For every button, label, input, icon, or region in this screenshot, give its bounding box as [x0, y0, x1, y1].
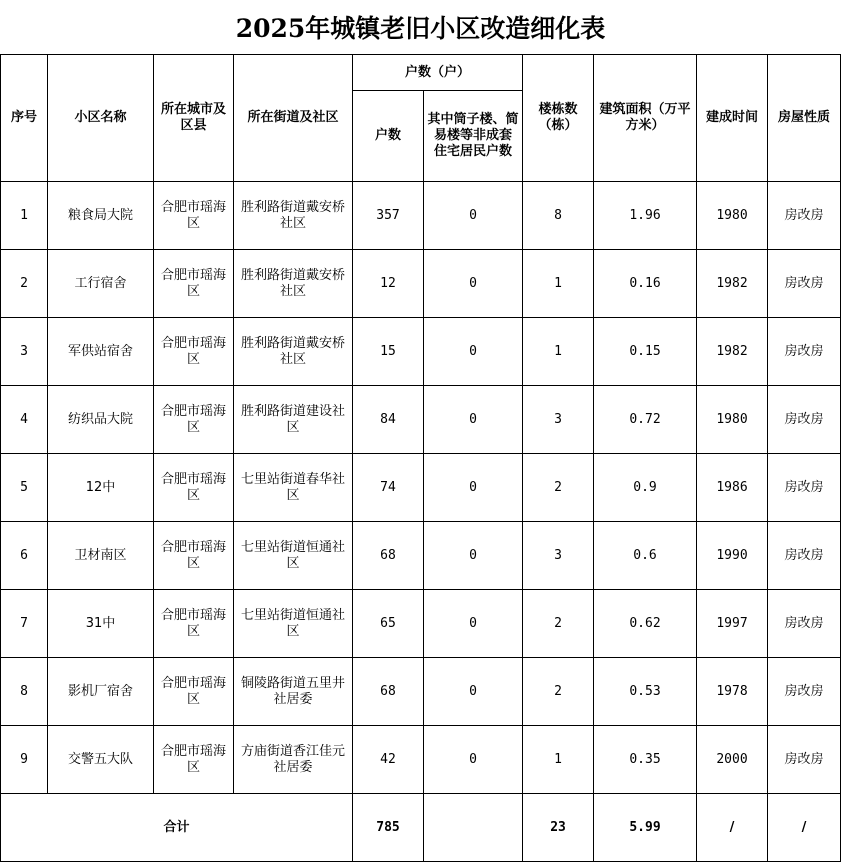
cell-name: 军供站宿舍	[48, 318, 154, 386]
cell-year: 1982	[697, 250, 768, 318]
renovation-table	[0, 54, 841, 862]
cell-year: 1997	[697, 590, 768, 658]
cell-year: 1978	[697, 658, 768, 726]
cell-households: 84	[353, 386, 424, 454]
cell-year: 1986	[697, 454, 768, 522]
cell-buildings: 2	[523, 454, 594, 522]
cell-area: 0.72	[594, 386, 697, 454]
cell-name: 交警五大队	[48, 726, 154, 794]
header-households-group: 户数（户）	[353, 55, 523, 91]
total-nature: /	[768, 794, 841, 862]
table-row	[1, 454, 841, 522]
cell-street: 方庙街道香江佳元社居委	[234, 726, 353, 794]
cell-name: 卫材南区	[48, 522, 154, 590]
total-buildings: 23	[523, 794, 594, 862]
cell-seq: 5	[1, 454, 48, 522]
cell-city: 合肥市瑶海区	[154, 250, 234, 318]
cell-seq: 7	[1, 590, 48, 658]
cell-city: 合肥市瑶海区	[154, 522, 234, 590]
cell-area: 1.96	[594, 182, 697, 250]
cell-year: 1980	[697, 182, 768, 250]
cell-area: 0.6	[594, 522, 697, 590]
cell-households: 65	[353, 590, 424, 658]
cell-street: 胜利路街道戴安桥社区	[234, 318, 353, 386]
cell-seq: 1	[1, 182, 48, 250]
table-row	[1, 386, 841, 454]
cell-name: 工行宿舍	[48, 250, 154, 318]
cell-buildings: 1	[523, 250, 594, 318]
cell-street: 胜利路街道戴安桥社区	[234, 182, 353, 250]
cell-buildings: 3	[523, 386, 594, 454]
header-street: 所在街道及社区	[234, 55, 353, 182]
cell-area: 0.9	[594, 454, 697, 522]
cell-seq: 9	[1, 726, 48, 794]
table-row	[1, 590, 841, 658]
cell-tube: 0	[424, 590, 523, 658]
cell-nature: 房改房	[768, 658, 841, 726]
cell-tube: 0	[424, 250, 523, 318]
cell-nature: 房改房	[768, 318, 841, 386]
cell-city: 合肥市瑶海区	[154, 658, 234, 726]
table-row	[1, 726, 841, 794]
cell-street: 七里站街道恒通社区	[234, 590, 353, 658]
header-name: 小区名称	[48, 55, 154, 182]
header-tube-households: 其中筒子楼、简易楼等非成套 住宅居民户数	[424, 91, 523, 182]
cell-households: 42	[353, 726, 424, 794]
cell-tube: 0	[424, 318, 523, 386]
cell-buildings: 3	[523, 522, 594, 590]
total-tube	[424, 794, 523, 862]
cell-seq: 4	[1, 386, 48, 454]
cell-households: 357	[353, 182, 424, 250]
cell-buildings: 8	[523, 182, 594, 250]
cell-buildings: 2	[523, 658, 594, 726]
cell-year: 1982	[697, 318, 768, 386]
cell-tube: 0	[424, 454, 523, 522]
cell-street: 胜利路街道戴安桥社区	[234, 250, 353, 318]
cell-households: 74	[353, 454, 424, 522]
cell-nature: 房改房	[768, 250, 841, 318]
table-row	[1, 250, 841, 318]
cell-nature: 房改房	[768, 182, 841, 250]
cell-year: 2000	[697, 726, 768, 794]
cell-city: 合肥市瑶海区	[154, 386, 234, 454]
cell-name: 12中	[48, 454, 154, 522]
cell-nature: 房改房	[768, 386, 841, 454]
cell-seq: 8	[1, 658, 48, 726]
cell-name: 纺织品大院	[48, 386, 154, 454]
cell-tube: 0	[424, 522, 523, 590]
cell-street: 胜利路街道建设社区	[234, 386, 353, 454]
cell-name: 影机厂宿舍	[48, 658, 154, 726]
cell-buildings: 1	[523, 318, 594, 386]
cell-households: 68	[353, 658, 424, 726]
cell-tube: 0	[424, 658, 523, 726]
header-area: 建筑面积（万平方米）	[594, 55, 697, 182]
total-row	[1, 794, 841, 862]
total-area: 5.99	[594, 794, 697, 862]
cell-year: 1980	[697, 386, 768, 454]
table-row	[1, 522, 841, 590]
header-buildings: 楼栋数（栋）	[523, 55, 594, 182]
header-city: 所在城市及区县	[154, 55, 234, 182]
table-row	[1, 182, 841, 250]
cell-city: 合肥市瑶海区	[154, 454, 234, 522]
header-seq: 序号	[1, 55, 48, 182]
cell-city: 合肥市瑶海区	[154, 318, 234, 386]
cell-city: 合肥市瑶海区	[154, 726, 234, 794]
table-title: 2025年城镇老旧小区改造细化表	[235, 14, 606, 43]
cell-households: 68	[353, 522, 424, 590]
total-year: /	[697, 794, 768, 862]
cell-street: 七里站街道春华社区	[234, 454, 353, 522]
cell-buildings: 1	[523, 726, 594, 794]
table-row	[1, 318, 841, 386]
cell-city: 合肥市瑶海区	[154, 182, 234, 250]
cell-tube: 0	[424, 386, 523, 454]
cell-nature: 房改房	[768, 726, 841, 794]
cell-area: 0.62	[594, 590, 697, 658]
cell-area: 0.16	[594, 250, 697, 318]
cell-nature: 房改房	[768, 590, 841, 658]
cell-seq: 6	[1, 522, 48, 590]
cell-city: 合肥市瑶海区	[154, 590, 234, 658]
cell-street: 七里站街道恒通社区	[234, 522, 353, 590]
table-row	[1, 658, 841, 726]
cell-name: 粮食局大院	[48, 182, 154, 250]
cell-area: 0.53	[594, 658, 697, 726]
cell-year: 1990	[697, 522, 768, 590]
cell-seq: 2	[1, 250, 48, 318]
header-nature: 房屋性质	[768, 55, 841, 182]
cell-name: 31中	[48, 590, 154, 658]
cell-seq: 3	[1, 318, 48, 386]
total-households: 785	[353, 794, 424, 862]
cell-households: 15	[353, 318, 424, 386]
cell-area: 0.15	[594, 318, 697, 386]
cell-nature: 房改房	[768, 522, 841, 590]
cell-households: 12	[353, 250, 424, 318]
cell-tube: 0	[424, 182, 523, 250]
cell-area: 0.35	[594, 726, 697, 794]
cell-street: 铜陵路街道五里井社居委	[234, 658, 353, 726]
cell-nature: 房改房	[768, 454, 841, 522]
cell-tube: 0	[424, 726, 523, 794]
total-label: 合计	[1, 794, 353, 862]
header-year: 建成时间	[697, 55, 768, 182]
cell-buildings: 2	[523, 590, 594, 658]
header-households: 户数	[353, 91, 424, 182]
